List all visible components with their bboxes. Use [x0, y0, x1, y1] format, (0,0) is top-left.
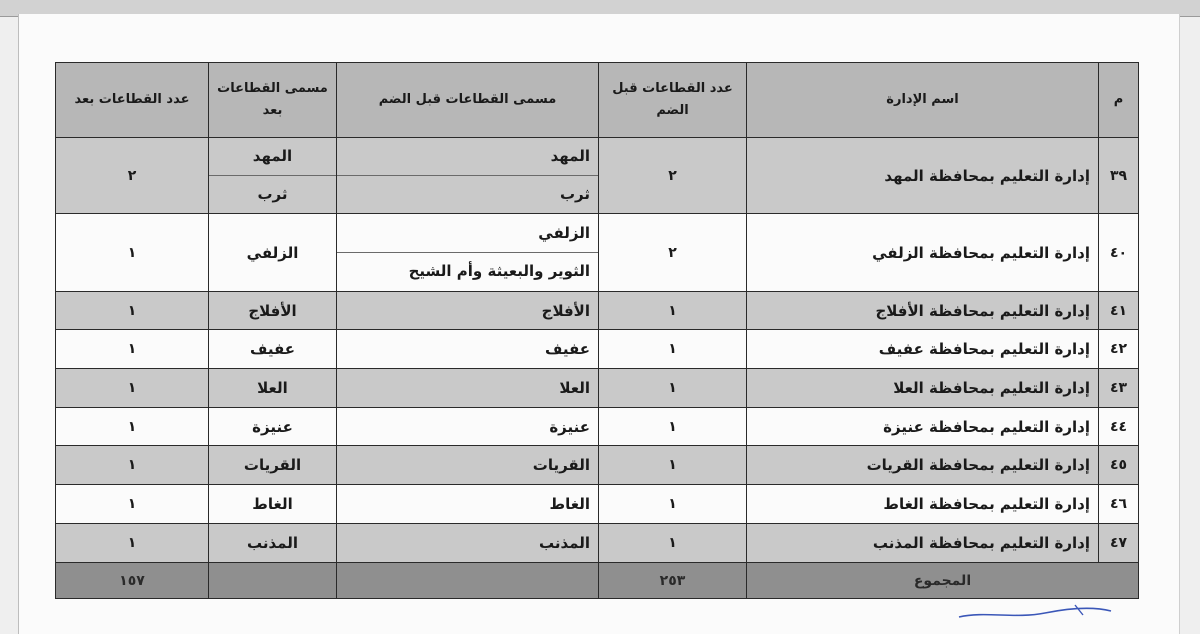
count-before: ١	[599, 485, 747, 524]
sectors-after: العلا	[209, 369, 337, 408]
row-number: ٤٤	[1099, 408, 1139, 446]
count-after: ٢	[56, 138, 209, 214]
row-number: ٤٦	[1099, 485, 1139, 524]
header-names-before: مسمى القطاعات قبل الضم	[337, 63, 599, 138]
table-row	[56, 292, 1139, 330]
total-count-after: ١٥٧	[56, 563, 209, 599]
table-row	[56, 408, 1139, 446]
sectors-before	[337, 214, 599, 292]
count-after: ١	[56, 446, 209, 485]
header-row	[56, 63, 1139, 138]
row-number: ٣٩	[1099, 138, 1139, 214]
count-before: ١	[599, 369, 747, 408]
sectors-before: الأفلاج	[337, 292, 599, 330]
sectors-after: الغاط	[209, 485, 337, 524]
count-before: ٢	[599, 138, 747, 214]
admin-name: إدارة التعليم بمحافظة عنيزة	[747, 408, 1099, 446]
sectors-after: عنيزة	[209, 408, 337, 446]
sectors-table	[55, 62, 1139, 599]
row-number: ٤١	[1099, 292, 1139, 330]
admin-name: إدارة التعليم بمحافظة الزلفي	[747, 214, 1099, 292]
count-after: ١	[56, 330, 209, 369]
count-after: ١	[56, 292, 209, 330]
sector-after-item: المهد	[209, 138, 336, 176]
header-count-before: عدد القطاعات قبل الضم	[599, 63, 747, 138]
sector-before-item: المهد	[337, 138, 598, 176]
admin-name: إدارة التعليم بمحافظة الأفلاج	[747, 292, 1099, 330]
sectors-after: القريات	[209, 446, 337, 485]
sectors-after	[209, 138, 337, 214]
sector-after-item: ثرب	[257, 185, 288, 203]
sectors-before: المذنب	[337, 524, 599, 563]
admin-name: إدارة التعليم بمحافظة عفيف	[747, 330, 1099, 369]
header-no: م	[1099, 63, 1139, 138]
sectors-after: الزلفي	[209, 214, 337, 292]
total-count-before: ٢٥٣	[599, 563, 747, 599]
sectors-after: المذنب	[209, 524, 337, 563]
signature-mark	[955, 601, 1115, 621]
sectors-before: عنيزة	[337, 408, 599, 446]
total-empty-cell	[209, 563, 337, 599]
count-after: ١	[56, 369, 209, 408]
table-row	[56, 369, 1139, 408]
count-after: ١	[56, 214, 209, 292]
table-row	[56, 524, 1139, 563]
sectors-before: العلا	[337, 369, 599, 408]
header-admin-name: اسم الإدارة	[747, 63, 1099, 138]
admin-name: إدارة التعليم بمحافظة المهد	[747, 138, 1099, 214]
count-before: ١	[599, 330, 747, 369]
admin-name: إدارة التعليم بمحافظة العلا	[747, 369, 1099, 408]
table-row	[56, 446, 1139, 485]
header-names-after: مسمى القطاعات بعد	[209, 63, 337, 138]
header-count-after: عدد القطاعات بعد	[56, 63, 209, 138]
sector-before-item: الثوير والبعيثة وأم الشيح	[408, 262, 590, 280]
row-number: ٤٧	[1099, 524, 1139, 563]
table-row	[56, 138, 1139, 214]
sector-before-item: ثرب	[559, 185, 590, 203]
count-after: ١	[56, 408, 209, 446]
row-number: ٤٢	[1099, 330, 1139, 369]
count-before: ٢	[599, 214, 747, 292]
row-number: ٤٠	[1099, 214, 1139, 292]
count-before: ١	[599, 524, 747, 563]
total-row	[56, 563, 1139, 599]
row-number: ٤٥	[1099, 446, 1139, 485]
row-number: ٤٣	[1099, 369, 1139, 408]
count-before: ١	[599, 292, 747, 330]
total-empty-cell	[337, 563, 599, 599]
sectors-before: القريات	[337, 446, 599, 485]
admin-name: إدارة التعليم بمحافظة الغاط	[747, 485, 1099, 524]
sectors-after: عفيف	[209, 330, 337, 369]
admin-name: إدارة التعليم بمحافظة القريات	[747, 446, 1099, 485]
count-after: ١	[56, 485, 209, 524]
sectors-before	[337, 138, 599, 214]
sector-before-item: الزلفي	[337, 215, 598, 253]
table-row	[56, 330, 1139, 369]
admin-name: إدارة التعليم بمحافظة المذنب	[747, 524, 1099, 563]
count-after: ١	[56, 524, 209, 563]
sectors-before: عفيف	[337, 330, 599, 369]
sectors-after: الأفلاج	[209, 292, 337, 330]
total-label: المجموع	[747, 563, 1139, 599]
table-row	[56, 485, 1139, 524]
count-before: ١	[599, 408, 747, 446]
table-row	[56, 214, 1139, 292]
sectors-before: الغاط	[337, 485, 599, 524]
count-before: ١	[599, 446, 747, 485]
